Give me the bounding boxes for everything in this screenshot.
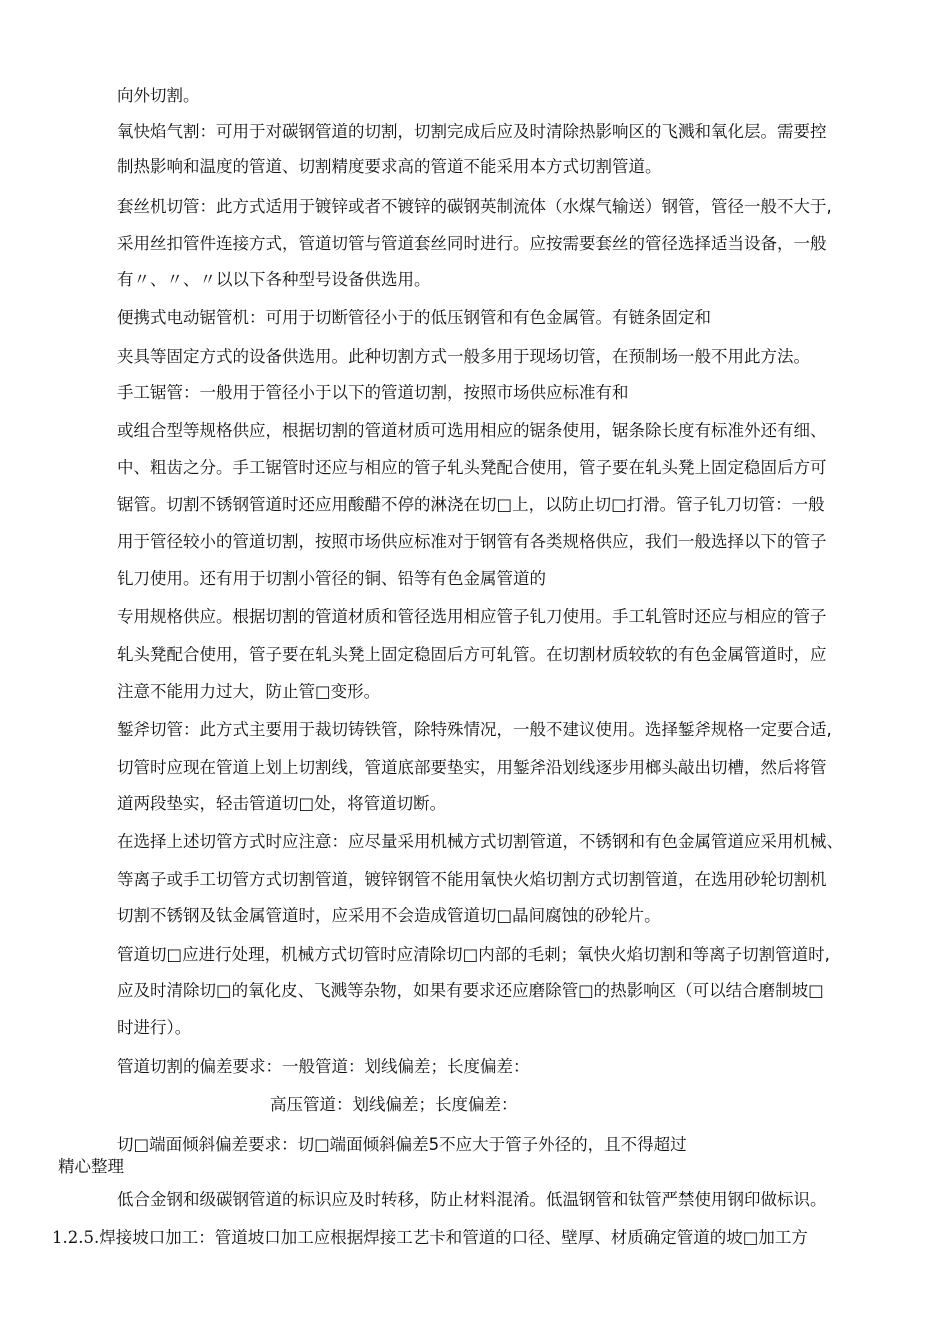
text-line: 轧头凳配合使用，管子要在轧头凳上固定稳固后方可轧管。在切割材质较软的有色金属管道时，应 xyxy=(117,645,827,664)
text-line: 低合金钢和级碳钢管道的标识应及时转移，防止材料混淆。低温钢管和钛管严禁使用钢印做标识。 xyxy=(117,1190,827,1209)
text-line: 在选择上述切管方式时应注意：应尽量采用机械方式切割管道，不锈钢和有色金属管道应采用机械、 xyxy=(117,832,843,851)
section-heading: 1.2.5.焊接坡口加工：管道坡口加工应根据焊接工艺卡和管道的口径、壁厚、材质确定管道的坡□加工方 xyxy=(52,1228,808,1247)
text-line: 向外切割。 xyxy=(117,86,200,105)
text-line: 中、粗齿之分。手工锯管时还应与相应的管子轧头凳配合使用，管子要在轧头凳上固定稳固后方可 xyxy=(117,458,827,477)
text-line: 专用规格供应。根据切割的管道材质和管径选用相应管子钆刀使用。手工轧管时还应与相应的管子 xyxy=(117,607,827,626)
text-line: 切管时应现在管道上划上切割线，管道底部要垫实，用錾斧沿划线逐步用榔头敲出切槽，然后将管 xyxy=(117,758,827,777)
text-line: 管道切□应进行处理，机械方式切管时应清除切□内部的毛刺；氧快火焰切割和等离子切割管道时, xyxy=(117,945,830,964)
text-line: 有〃、〃、〃以以下各种型号设备供选用。 xyxy=(117,270,431,289)
text-line: 氧快焰气割：可用于对碳钢管道的切割，切割完成后应及时清除热影响区的飞溅和氧化层。需要控 xyxy=(117,122,827,141)
text-line: 道两段垫实，轻击管道切□处，将管道切断。 xyxy=(117,794,447,813)
text-line: 钆刀使用。还有用于切割小管径的铜、铅等有色金属管道的 xyxy=(117,569,546,588)
margin-label: 精心整理 xyxy=(58,1157,124,1176)
text-line: 采用丝扣管件连接方式，管道切管与管道套丝同时进行。应按需要套丝的管径选择适当设备，一般 xyxy=(117,234,827,253)
text-line: 注意不能用力过大，防止管□变形。 xyxy=(117,682,381,701)
text-line: 套丝机切管：此方式适用于镀锌或者不镀锌的碳钢英制流体（水煤气输送）钢管，管径一般不大于, xyxy=(117,197,832,216)
text-line: 用于管径较小的管道切割，按照市场供应标准对于钢管有各类规格供应，我们一般选择以下的管子 xyxy=(117,532,827,551)
text-line: 管道切割的偏差要求：一般管道：划线偏差；长度偏差： xyxy=(117,1057,530,1076)
text-line: 等离子或手工切管方式切割管道，镀锌钢管不能用氧快火焰切割方式切割管道，在选用砂轮切割机 xyxy=(117,870,827,889)
centered-line: 高压管道：划线偏差；长度偏差： xyxy=(270,1095,518,1114)
text-line: 夹具等固定方式的设备供选用。此种切割方式一般多用于现场切管，在预制场一般不用此方法。 xyxy=(117,347,810,366)
text-line: 切□端面倾斜偏差要求：切□端面倾斜偏差5不应大于管子外径的，且不得超过 xyxy=(117,1135,687,1154)
text-line: 应及时清除切□的氧化皮、飞溅等杂物，如果有要求还应磨除管□的热影响区（可以结合磨制坡□ xyxy=(117,981,824,1000)
text-line: 时进行）。 xyxy=(117,1018,192,1037)
text-line: 锯管。切割不锈钢管道时还应用酸醋不停的淋浇在切□上，以防止切□打滑。管子钆刀切管：一般 xyxy=(117,495,825,514)
text-line: 或组合型等规格供应，根据切割的管道材质可选用相应的锯条使用，锯条除长度有标准外还有细、 xyxy=(117,421,827,440)
text-line: 切割不锈钢及钛金属管道时，应采用不会造成管道切□晶间腐蚀的砂轮片。 xyxy=(117,906,661,925)
text-line: 手工锯管：一般用于管径小于以下的管道切割，按照市场供应标准有和 xyxy=(117,383,629,402)
text-line: 便携式电动锯管机：可用于切断管径小于的低压钢管和有色金属管。有链条固定和 xyxy=(117,308,711,327)
text-line: 錾斧切管：此方式主要用于裁切铸铁管，除特殊情况，一般不建议使用。选择錾斧规格一定要合适, xyxy=(117,720,832,739)
text-line: 制热影响和温度的管道、切割精度要求高的管道不能采用本方式切割管道。 xyxy=(117,157,662,176)
